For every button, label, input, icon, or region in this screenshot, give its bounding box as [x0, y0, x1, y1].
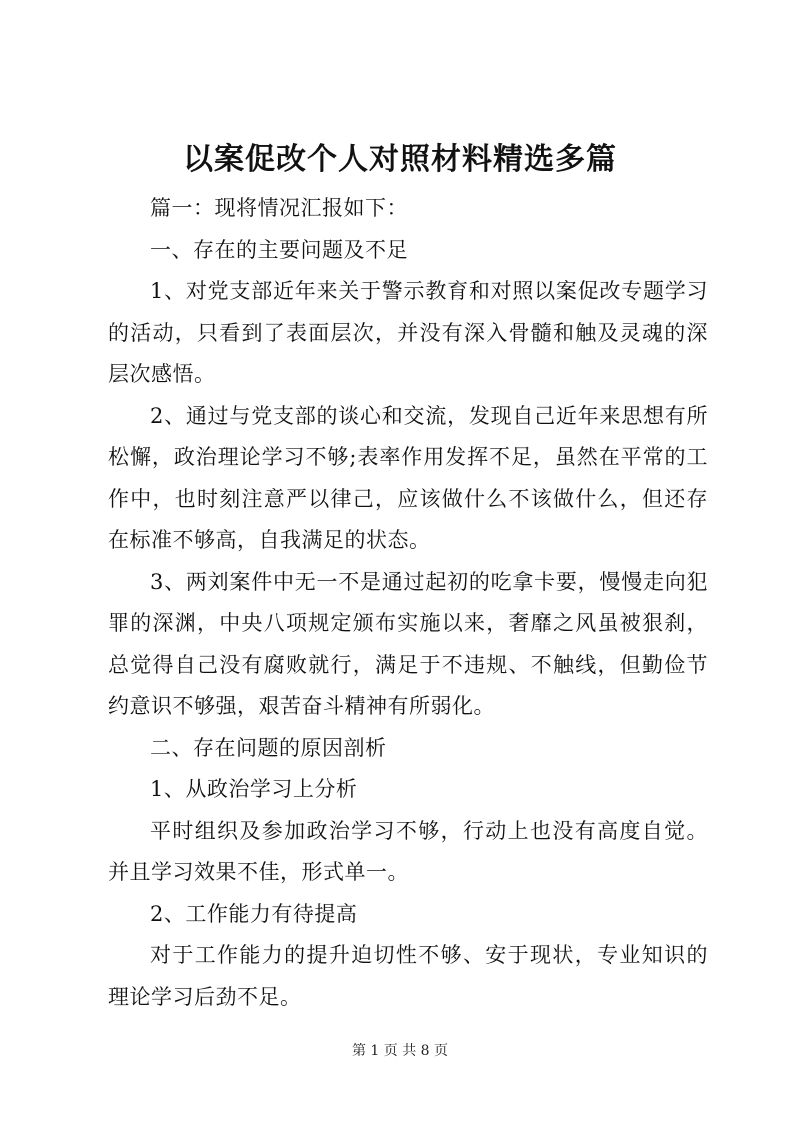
page-footer: 第 1 页 共 8 页: [351, 1043, 449, 1059]
subheading-political-study: 1、从政治学习上分析: [150, 777, 358, 801]
paragraph-problem-3: 3、两刘案件中无一不是通过起初的吃拿卡要，慢慢走向犯罪的深渊，中央八项规定颁布实施以来，奢靡之风虽被狠刹，总觉得自己没有腐败就行，满足于不违规、不触线，但勤俭节约意识不够强，艰苦奋斗精神有所弱化。: [108, 569, 708, 718]
page-title: 以案促改个人对照材料精选多篇: [183, 142, 617, 177]
paragraph-intro: 篇一：现将情况汇报如下：: [150, 196, 408, 220]
document-body: [108, 188, 708, 1018]
paragraph-problem-1: 1、对党支部近年来关于警示教育和对照以案促改专题学习的活动，只看到了表面层次，并没有深入骨髓和触及灵魂的深层次感悟。: [108, 279, 708, 386]
paragraph-problem-2: 2、通过与党支部的谈心和交流，发现自己近年来思想有所松懈，政治理论学习不够;表率作用发挥不足，虽然在平常的工作中，也时刻注意严以律己，应该做什么不该做什么，但还存在标准不够高，自我满足的状态。: [108, 403, 708, 552]
section-heading-causes: 二、存在问题的原因剖析: [150, 735, 387, 760]
paragraph-political-study: 平时组织及参加政治学习不够，行动上也没有高度自觉。并且学习效果不佳，形式单一。: [108, 818, 708, 884]
paragraph-work-ability: 对于工作能力的提升迫切性不够、安于现状，专业知识的理论学习后劲不足。: [108, 943, 708, 1009]
subheading-work-ability: 2、工作能力有待提高: [150, 901, 358, 926]
section-heading-problems: 一、存在的主要问题及不足: [150, 237, 408, 262]
